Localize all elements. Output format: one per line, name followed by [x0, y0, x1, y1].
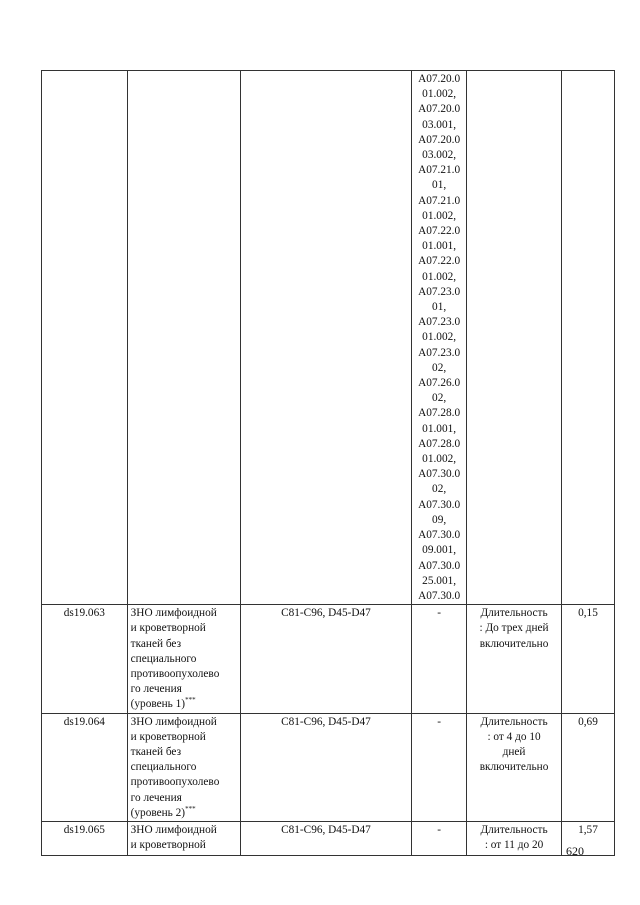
- service-code-line: A07.28.0: [418, 437, 461, 450]
- icd-cell: C81-C96, D45-D47: [240, 605, 411, 713]
- name-line: специального: [130, 652, 197, 665]
- icd-cell: [240, 71, 411, 605]
- tariff-table: [41, 70, 615, 856]
- name-line: ЗНО лимфоидной: [130, 607, 217, 620]
- name-line: тканей без: [130, 745, 182, 758]
- name-line: [131, 806, 237, 821]
- name-cell: [127, 713, 240, 821]
- icd-cell: C81-C96, D45-D47: [240, 821, 411, 855]
- service-code-line: A07.20.0: [418, 73, 461, 85]
- service-code-line: 01.002,: [422, 88, 457, 101]
- service-code-line: A07.28.0: [418, 407, 461, 420]
- code-cell: ds19.063: [42, 605, 128, 713]
- service-cell: -: [412, 605, 467, 713]
- service-cell: -: [412, 713, 467, 821]
- page-number: 620: [566, 844, 584, 858]
- table-row: [42, 821, 615, 855]
- table-row-continued: [42, 71, 615, 605]
- service-code-line: 02,: [432, 392, 447, 405]
- service-code-line: 09,: [432, 513, 447, 526]
- coef-cell: 0,69: [561, 713, 614, 821]
- service-code-line: 03.001,: [422, 118, 457, 131]
- name-line: [131, 697, 237, 712]
- service-code-line: A07.20.0: [418, 133, 461, 146]
- name-line: противоопухолево: [130, 667, 220, 680]
- service-code-line: A07.26.0: [418, 377, 461, 390]
- service-code-line: 03.002,: [422, 149, 457, 162]
- name-line: противоопухолево: [130, 776, 220, 789]
- table-row: [42, 713, 615, 821]
- service-code-line: 01.001,: [422, 240, 457, 253]
- criteria-line: : от 4 до 10: [487, 730, 541, 743]
- criteria-cell: [467, 71, 562, 605]
- service-code-line: 01.002,: [422, 209, 457, 222]
- level-label: (уровень 2): [130, 806, 186, 819]
- service-code-line: A07.22.0: [418, 255, 461, 268]
- service-code-line: A07.30.0: [418, 529, 461, 542]
- name-line: и кроветворной: [130, 622, 206, 635]
- name-line: ЗНО лимфоидной: [130, 715, 217, 728]
- service-code-line: 01,: [432, 301, 447, 314]
- coef-cell: 0,15: [561, 605, 614, 713]
- code-cell: ds19.065: [42, 821, 128, 855]
- criteria-line: включительно: [479, 761, 549, 774]
- criteria-cell: [467, 821, 562, 855]
- criteria-line: Длительность: [480, 823, 548, 836]
- coef-cell: 1,57: [561, 821, 614, 855]
- service-code-line: 02,: [432, 361, 447, 374]
- service-code-line: 01.002,: [422, 453, 457, 466]
- service-code-line: 02,: [432, 483, 447, 496]
- footnote-mark: ***: [185, 696, 196, 705]
- service-code-line: A07.23.0: [418, 285, 461, 298]
- service-code-line: A07.22.0: [418, 225, 461, 238]
- service-code-line: A07.30.0: [418, 559, 461, 572]
- name-line: го лечения: [130, 683, 182, 696]
- criteria-line: дней: [502, 745, 526, 758]
- name-line: ЗНО лимфоидной: [130, 823, 217, 836]
- service-code-line: 01.001,: [422, 422, 457, 435]
- service-codes-cell: [412, 71, 467, 605]
- service-code-line: A07.20.0: [418, 103, 461, 116]
- criteria-line: Длительность: [480, 715, 548, 728]
- service-code-line: A07.30.0: [418, 468, 461, 481]
- service-cell: -: [412, 821, 467, 855]
- service-code-line: A07.21.0: [418, 194, 461, 207]
- criteria-line: : До трех дней: [479, 622, 549, 635]
- service-code-line: A07.30.0: [418, 589, 461, 602]
- service-code-line: A07.30.0: [418, 498, 461, 511]
- criteria-line: включительно: [479, 637, 549, 650]
- code-cell: [42, 71, 128, 605]
- table-row: [42, 605, 615, 713]
- name-line: тканей без: [130, 637, 182, 650]
- service-code-line: 01,: [432, 179, 447, 192]
- level-label: (уровень 1): [130, 698, 186, 711]
- name-cell: [127, 821, 240, 855]
- criteria-line: Длительность: [480, 607, 548, 620]
- code-cell: ds19.064: [42, 713, 128, 821]
- service-code-line: A07.23.0: [418, 316, 461, 329]
- coef-cell: [561, 71, 614, 605]
- criteria-cell: [467, 605, 562, 713]
- service-code-line: A07.21.0: [418, 164, 461, 177]
- criteria-line: : от 11 до 20: [484, 839, 544, 852]
- service-code-line: 01.002,: [422, 270, 457, 283]
- service-code-line: 01.002,: [422, 331, 457, 344]
- footnote-mark: ***: [185, 804, 196, 813]
- service-code-line: 25.001,: [422, 574, 457, 587]
- name-line: и кроветворной: [130, 730, 206, 743]
- name-line: го лечения: [130, 791, 182, 804]
- service-code-line: A07.23.0: [418, 346, 461, 359]
- icd-cell: C81-C96, D45-D47: [240, 713, 411, 821]
- name-line: специального: [130, 761, 197, 774]
- name-cell: [127, 605, 240, 713]
- service-code-line: 09.001,: [422, 544, 457, 557]
- name-line: и кроветворной: [130, 839, 206, 852]
- name-cell: [127, 71, 240, 605]
- criteria-cell: [467, 713, 562, 821]
